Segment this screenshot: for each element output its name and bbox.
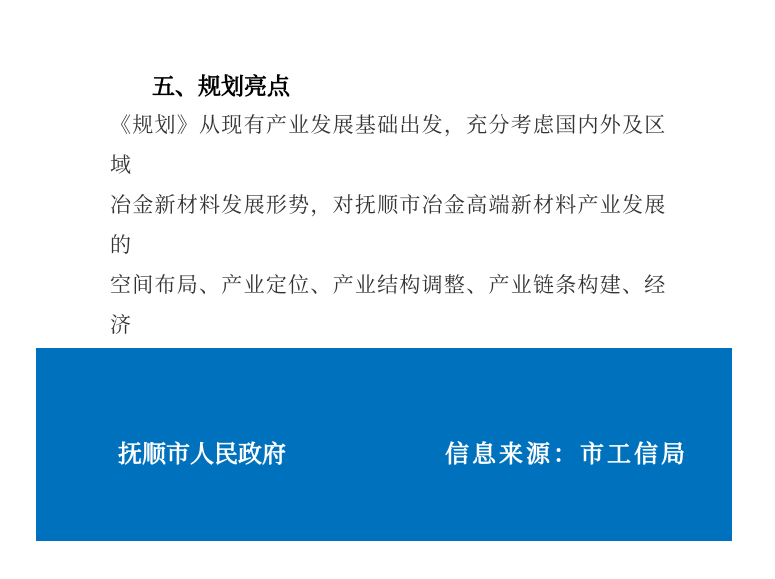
paragraph-line: 《规划》从现有产业发展基础出发，充分考虑国内外及区域 [110,113,666,177]
paragraph-line: 冶金新材料发展形势，对抚顺市冶金高端新材料产业发展的 [110,193,666,257]
paragraph-line: 空间布局、产业定位、产业结构调整、产业链条构建、经济 [110,273,666,337]
footer-banner [36,348,732,541]
section-heading: 五、规划亮点 [152,73,290,99]
article-paragraph [110,105,666,385]
publisher-name: 抚顺市人民政府 [118,441,286,468]
info-source: 信息来源：市工信局 [445,441,688,468]
